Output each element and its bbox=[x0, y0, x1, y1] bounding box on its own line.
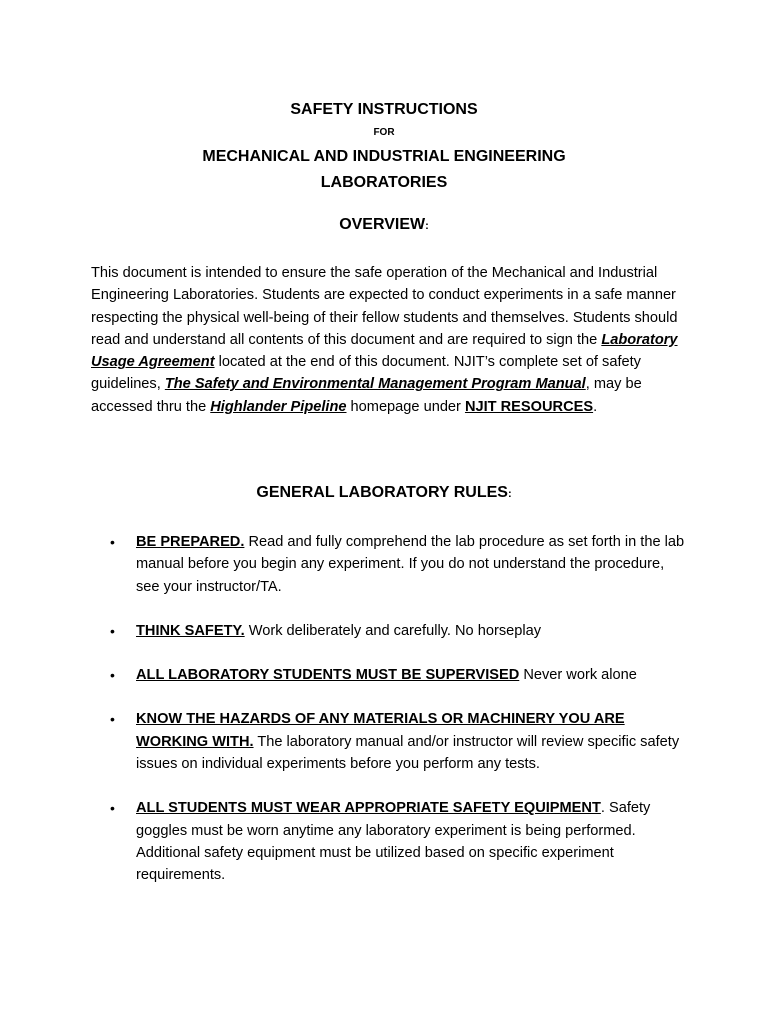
bullet-icon: • bbox=[110, 667, 115, 684]
laboratory-usage-agreement-link[interactable]: Laboratory Usage Agreement bbox=[91, 331, 678, 371]
rule-supervised bbox=[110, 664, 690, 686]
rule-text: . Safety goggles must be worn anytime any laboratory experiment is being performed. Additional safety equipment must be utilized based on specific experiment requirements. bbox=[136, 800, 651, 884]
rules-list bbox=[110, 531, 690, 909]
overview-text-5: . bbox=[593, 398, 598, 415]
overview-text-4: homepage under bbox=[346, 398, 465, 415]
rule-text: Read and fully comprehend the lab procedure as set forth in the lab manual before you begin any experiment. If you do not understand the procedure, see your instructor/TA. bbox=[136, 534, 685, 595]
overview-heading-text: OVERVIEW bbox=[339, 216, 426, 233]
overview-paragraph bbox=[91, 262, 691, 418]
title-line-mechanical: MECHANICAL AND INDUSTRIAL ENGINEERING bbox=[202, 148, 566, 165]
rule-think-safety bbox=[110, 620, 690, 642]
title-safety-instructions: SAFETY INSTRUCTIONS bbox=[290, 101, 478, 118]
rule-text: The laboratory manual and/or instructor will review specific safety issues on individual experiments before you perform any tests. bbox=[136, 733, 680, 773]
title-department bbox=[0, 144, 768, 196]
title-line-laboratories: LABORATORIES bbox=[320, 174, 448, 191]
rules-heading-text: GENERAL LABORATORY RULES bbox=[256, 484, 508, 501]
title-for: FOR bbox=[373, 127, 395, 138]
rule-lead: ALL LABORATORY STUDENTS MUST BE SUPERVISED bbox=[136, 667, 520, 684]
overview-heading-colon: : bbox=[425, 220, 429, 232]
rules-heading-colon: : bbox=[507, 488, 512, 500]
overview-heading bbox=[0, 216, 768, 234]
rule-be-prepared bbox=[110, 531, 690, 598]
rules-heading bbox=[0, 484, 768, 502]
overview-text-2: located at the end of this document. NJIT’s complete set of safety guidelines, bbox=[91, 354, 641, 393]
bullet-icon: • bbox=[110, 800, 115, 817]
bullet-icon: • bbox=[110, 711, 115, 728]
highlander-pipeline-link[interactable]: Highlander Pipeline bbox=[210, 398, 347, 415]
bullet-icon: • bbox=[110, 534, 115, 550]
safety-manual-link[interactable]: The Safety and Environmental Management Program Manual bbox=[164, 376, 586, 393]
rule-text: Never work alone bbox=[519, 667, 637, 684]
rule-safety-equipment bbox=[110, 797, 690, 886]
rule-lead: THINK SAFETY. bbox=[136, 622, 245, 639]
bullet-icon: • bbox=[110, 622, 115, 639]
rule-lead: BE PREPARED. bbox=[136, 534, 245, 550]
rule-text: Work deliberately and carefully. No horseplay bbox=[244, 622, 541, 639]
rule-know-hazards bbox=[110, 708, 690, 775]
overview-text-1: This document is intended to ensure the safe operation of the Mechanical and Industrial Engineering Laboratories. Students are expected to conduct experiments in a safe manner respecting the physical well-being of their fellow students and themselves. Students should read and understand all contents of this document and are required to sign the bbox=[91, 265, 678, 348]
rule-lead: KNOW THE HAZARDS OF ANY MATERIALS OR MACHINERY YOU ARE WORKING WITH. bbox=[136, 711, 625, 750]
njit-resources-link[interactable]: NJIT RESOURCES bbox=[464, 398, 594, 415]
overview-text-3: , may be accessed thru the bbox=[91, 376, 642, 415]
rule-lead: ALL STUDENTS MUST WEAR APPROPRIATE SAFETY EQUIPMENT bbox=[136, 800, 601, 817]
